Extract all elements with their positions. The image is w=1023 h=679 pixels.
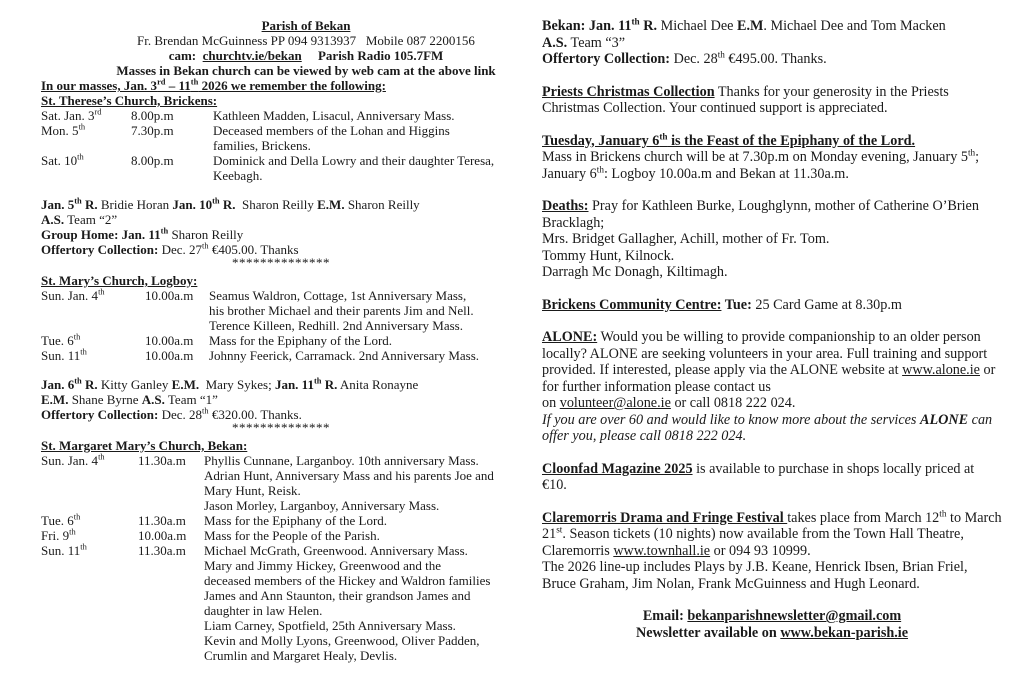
bekan-readers: Bekan: Jan. 11th R. Michael Dee E.M. Michael Dee and Tom Macken <box>542 16 946 34</box>
intention-line: Terence Killeen, Redhill. 2nd Anniversary Mass. <box>209 318 463 333</box>
epiphany-body: Mass in Brickens church will be at 7.30p.m on Monday evening, January 5th; January 6th: Logboy 10.00a.m and Bekan at 11.30a.m. <box>542 147 980 182</box>
footer: Email: bekanparishnewsletter@gmail.com Newsletter available on www.bekan-parish.ie <box>635 608 909 641</box>
mass-intentions <box>213 108 511 123</box>
mass-day: Mon. 5th <box>41 121 86 138</box>
mass-day: Sun. Jan. 4th <box>41 451 105 468</box>
brickens-offertory: Offertory Collection: Dec. 27th €405.00. Thanks <box>41 240 299 257</box>
intention-line: Mass for the Epiphany of the Lord. <box>209 333 393 348</box>
cam-label: cam: <box>168 48 197 63</box>
bekan-mass-list <box>41 453 511 663</box>
intention-line: Crumlin and Margaret Healy, Devlis. <box>204 648 398 663</box>
mass-day: Sun. 11th <box>41 346 87 363</box>
mass-row <box>41 528 511 543</box>
priests-collection-notice: Priests Christmas Collection Thanks for your generosity in the Priests Christmas Collection. Your continued support is appreciated. <box>542 83 949 116</box>
intention-line: Kathleen Madden, Lisacul, Anniversary Mass. <box>213 108 455 123</box>
priests-collection-title: Priests Christmas Collection <box>542 83 715 100</box>
intention-line: Michael McGrath, Greenwood. Anniversary Mass. <box>204 543 468 558</box>
mass-time: 8.00p.m <box>131 108 174 123</box>
newsletter-email-link[interactable]: bekanparishnewsletter@gmail.com <box>687 608 902 624</box>
brickens-group-home: Group Home: Jan. 11th Sharon Reilly <box>41 225 244 242</box>
intention-line: Mary Hunt, Reisk. <box>204 483 301 498</box>
parish-website-link[interactable]: www.bekan-parish.ie <box>780 624 909 641</box>
alone-title: ALONE: <box>542 329 598 345</box>
intention-line: Keebagh. <box>213 168 263 183</box>
mass-time: 11.30a.m <box>138 543 186 558</box>
intention-line: Kevin and Molly Lyons, Greenwood, Oliver Padden, <box>204 633 480 648</box>
logboy-em-as: E.M. Shane Byrne A.S. Team “1” <box>41 392 218 407</box>
intention-line: Phyllis Cunnane, Larganboy. 10th anniversary Mass. <box>204 453 479 468</box>
festival-notice: Claremorris Drama and Fringe Festival takes place from March 12th to March 21st. Season tickets (10 nights) now available from the Town Hall Theatre, Claremorris www.townhall.ie or 094 93 10999. The 2026 line-up includes Plays by J.B. Keane, Henrick Ibsen, Brian Friel, Bruce Graham, Jim Nolan, Frank McGuinness and Hugh Leonard. <box>542 507 1002 592</box>
mass-row <box>41 333 511 348</box>
magazine-notice: Cloonfad Magazine 2025 is available to purchase in shops locally priced at €10. <box>542 460 975 493</box>
intention-line: Johnny Feerick, Carramack. 2nd Anniversary Mass. <box>209 348 480 363</box>
deaths-title: Deaths: <box>542 198 589 214</box>
intention-line: daughter in law Helen. <box>204 603 323 618</box>
bekan-section <box>41 438 511 663</box>
mass-day: Fri. 9th <box>41 526 76 543</box>
alone-website-link[interactable]: www.alone.ie <box>902 362 980 378</box>
mass-intentions <box>213 123 511 153</box>
epiphany-title: Tuesday, January 6th is the Feast of the Epiphany of the Lord. <box>542 130 916 149</box>
mass-row <box>41 513 511 528</box>
mass-day: Sat. 10th <box>41 151 84 168</box>
mass-day: Sun. 11th <box>41 541 87 558</box>
parish-header <box>41 0 511 93</box>
mass-time: 10.00a.m <box>138 528 187 543</box>
intention-line: Jason Morley, Larganboy, Anniversary Mass. <box>204 498 440 513</box>
brickens-altar-servers: A.S. Team “2” <box>41 212 118 227</box>
mass-time: 10.00a.m <box>145 333 194 348</box>
bekan-offertory: Offertory Collection: Dec. 28th €495.00. Thanks. <box>542 49 827 67</box>
bekan-church-title: St. Margaret Mary’s Church, Bekan: <box>41 438 248 453</box>
alone-notice: ALONE: Would you be willing to provide companionship to an older person locally? ALONE are seeking volunteers in your area. Full training and support provided. If interested, please apply via the ALONE website at www.alone.ie or for further information please contact us on volunteer@alone.ie or call 0818 222 024. If you are over 60 and would like to know more about the services ALONE can offer you, please call 0818 222 024. <box>542 329 1002 445</box>
webcam-note: Masses in Bekan church can be viewed by web cam at the above link <box>116 63 496 78</box>
mass-row <box>41 108 511 123</box>
logboy-church-title: St. Mary’s Church, Logboy: <box>41 273 198 288</box>
cam-radio-line <box>101 48 511 63</box>
intention-line: his brother Michael and their parents Jim and Nell. <box>209 303 474 318</box>
parish-radio: Parish Radio 105.7FM <box>317 48 444 63</box>
intention-line: Adrian Hunt, Anniversary Mass and his parents Joe and <box>204 468 494 483</box>
intention-line: Dominick and Della Lowry and their daughter Teresa, <box>213 153 495 168</box>
mass-time: 7.30p.m <box>131 123 174 138</box>
alone-over-60-note: If you are over 60 and would like to know more about the services ALONE can offer you, please call 0818 222 024. <box>542 411 993 444</box>
community-centre-title: Brickens Community Centre: <box>542 296 722 313</box>
death-entry: Darragh Mc Donagh, Kiltimagh. <box>542 264 728 280</box>
brickens-mass-list <box>41 108 511 183</box>
mass-intentions <box>204 453 511 513</box>
intention-line: families, Brickens. <box>213 138 311 153</box>
intention-line: Mass for the Epiphany of the Lord. <box>204 513 388 528</box>
logboy-mass-list <box>41 288 511 363</box>
intention-line: Deceased members of the Lohan and Higgins <box>213 123 450 138</box>
mass-row <box>41 288 511 333</box>
brickens-readers: Jan. 5th R. Bridie Horan Jan. 10th R. Sharon Reilly E.M. Sharon Reilly <box>41 195 420 212</box>
mass-day: Tue. 6th <box>41 331 81 348</box>
intention-line: Liam Carney, Spotfield, 25th Anniversary Mass. <box>204 618 456 633</box>
community-centre-notice: Brickens Community Centre: Tue: 25 Card Game at 8.30p.m <box>542 296 902 313</box>
death-entry: Mrs. Bridget Gallagher, Achill, mother of Fr. Tom. <box>542 231 830 247</box>
logboy-section <box>41 273 511 363</box>
mass-row <box>41 543 511 663</box>
intention-line: Mary and Jimmy Hickey, Greenwood and the <box>204 558 442 573</box>
mass-time: 8.00p.m <box>131 153 174 168</box>
festival-lineup: The 2026 line-up includes Plays by J.B. Keane, Henrick Ibsen, Brian Friel, Bruce Graham, Jim Nolan, Frank McGuinness and Hugh Leonard. <box>542 559 968 592</box>
logboy-offertory: Offertory Collection: Dec. 28th €320.00. Thanks. <box>41 405 302 422</box>
festival-title: Claremorris Drama and Fringe Festival <box>542 509 788 526</box>
mass-intentions <box>213 153 511 183</box>
mass-row <box>41 348 511 363</box>
mass-row <box>41 123 511 153</box>
mass-intentions <box>209 288 511 333</box>
bekan-altar-servers: A.S. Team “3” <box>542 34 626 51</box>
mass-time: 11.30a.m <box>138 513 186 528</box>
parish-title: Parish of Bekan <box>261 18 351 33</box>
intention-line: Mass for the People of the Parish. <box>204 528 380 543</box>
mass-time: 10.00a.m <box>145 348 194 363</box>
intention-line: James and Ann Staunton, their grandson James and <box>204 588 471 603</box>
mass-intentions <box>209 348 511 363</box>
deaths-notice: Deaths: Pray for Kathleen Burke, Loughglynn, mother of Catherine O’Brien Bracklagh; Mrs. Bridget Gallagher, Achill, mother of Fr. Tom. Tommy Hunt, Kilnock. Darragh Mc Donagh, Kiltimagh. <box>542 198 1002 281</box>
mass-time: 10.00a.m <box>145 288 194 303</box>
right-column <box>542 0 1002 641</box>
logboy-readers: Jan. 6th R. Kitty Ganley E.M. Mary Sykes; Jan. 11th R. Anita Ronayne <box>41 375 419 392</box>
intention-line: deceased members of the Hickey and Waldron families <box>204 573 491 588</box>
intention-line: Seamus Waldron, Cottage, 1st Anniversary Mass, <box>209 288 467 303</box>
mass-intentions <box>209 333 511 348</box>
mass-time: 11.30a.m <box>138 453 186 468</box>
mass-day: Tue. 6th <box>41 511 81 528</box>
magazine-title: Cloonfad Magazine 2025 <box>542 460 693 477</box>
mass-row <box>41 453 511 513</box>
alone-email-link[interactable]: volunteer@alone.ie <box>559 395 671 411</box>
mass-day: Sat. Jan. 3rd <box>41 106 102 123</box>
mass-day: Sun. Jan. 4th <box>41 286 105 303</box>
churchtv-link[interactable]: churchtv.ie/bekan <box>202 48 302 63</box>
separator-stars: ************** <box>232 255 330 270</box>
left-column <box>41 0 511 663</box>
separator-stars: ************** <box>232 420 330 435</box>
mass-intentions <box>204 543 511 663</box>
mass-intentions <box>204 528 511 543</box>
brickens-church-title: St. Therese’s Church, Brickens: <box>41 93 218 108</box>
priest-contact: Fr. Brendan McGuinness PP 094 9313937 Mobile 087 2200156 <box>137 33 475 48</box>
epiphany-notice <box>542 130 1002 183</box>
remember-heading: In our masses, Jan. 3rd – 11th 2026 we remember the following: <box>41 76 386 93</box>
death-entry: Tommy Hunt, Kilnock. <box>542 247 675 264</box>
mass-row <box>41 153 511 183</box>
mass-intentions <box>204 513 511 528</box>
townhall-link[interactable]: www.townhall.ie <box>613 542 711 559</box>
